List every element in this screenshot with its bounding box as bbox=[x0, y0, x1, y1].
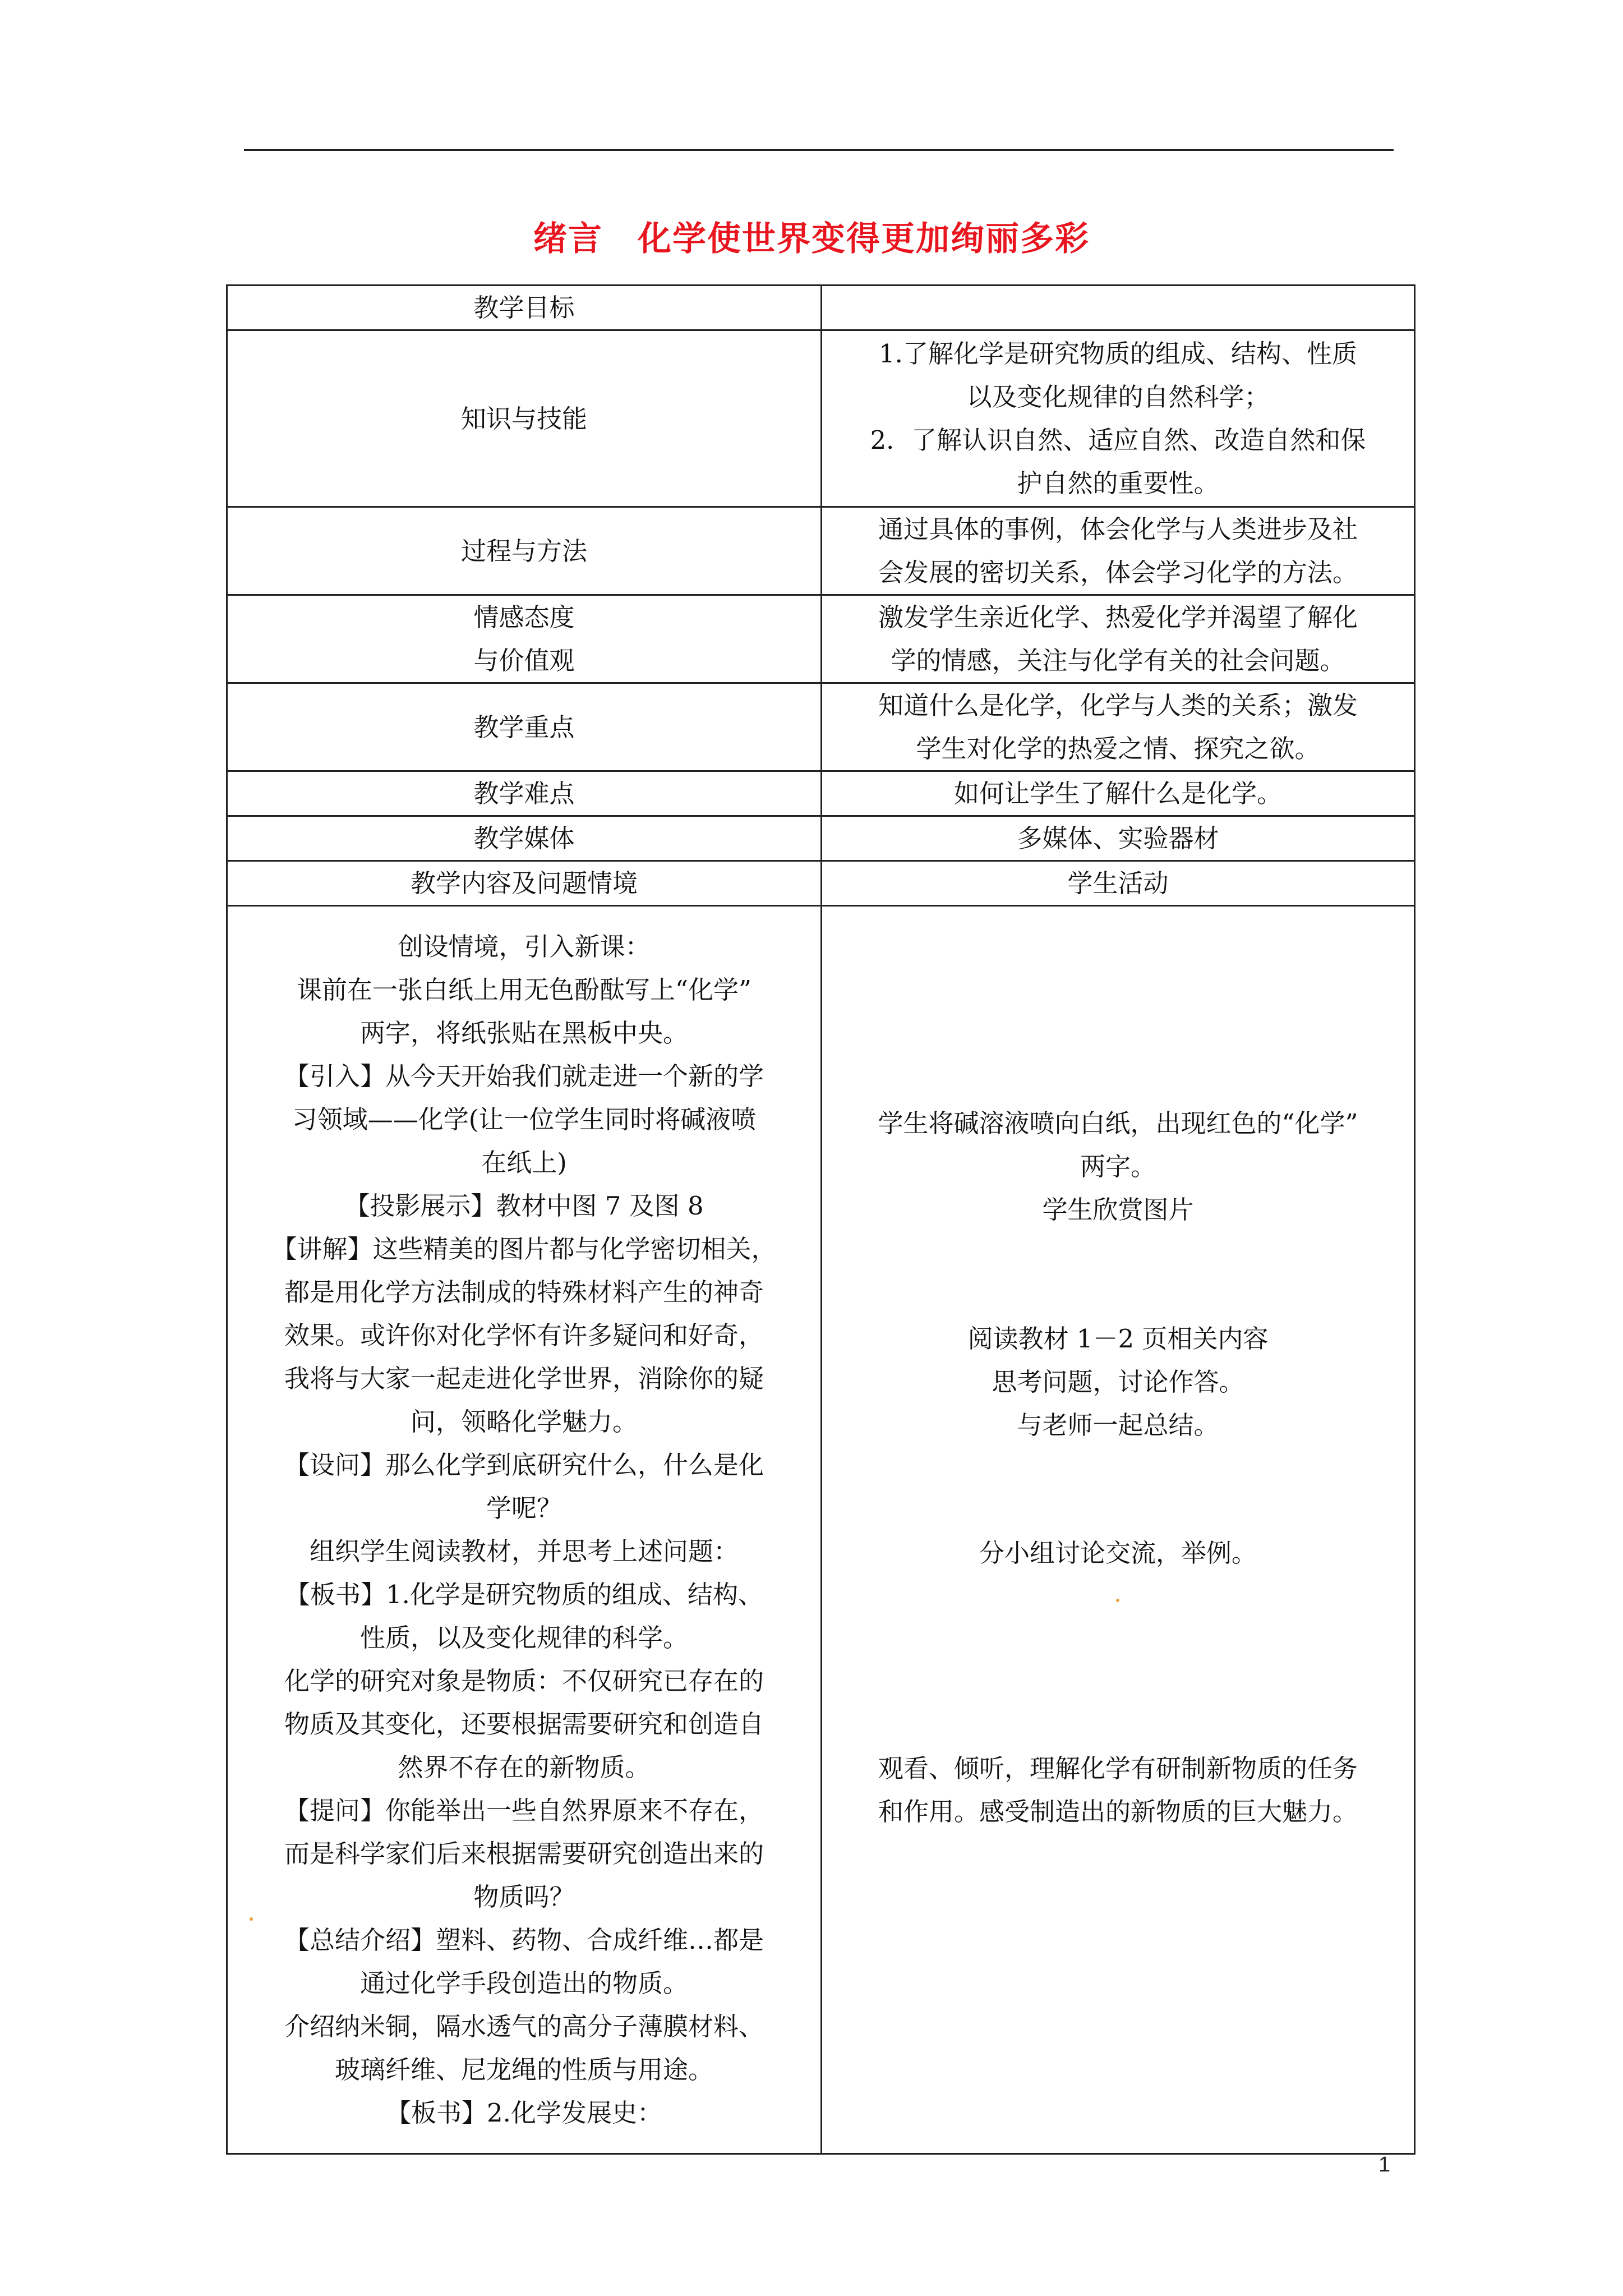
teacher-line: 而是科学家们后来根据需要研究创造出来的 bbox=[284, 1839, 764, 1869]
teacher-line: 【提问】你能举出一些自然界原来不存在， bbox=[284, 1796, 764, 1825]
goals-value bbox=[822, 286, 1415, 330]
header-rule bbox=[244, 149, 1394, 151]
difficulty-value: 如何让学生了解什么是化学。 bbox=[822, 771, 1415, 816]
student-activity-group-1 bbox=[822, 1102, 1414, 1231]
student-activity-cell bbox=[822, 906, 1415, 2154]
process-line: 通过具体的事例，体会化学与人类进步及社 bbox=[878, 514, 1358, 544]
teacher-line: 我将与大家一起走进化学世界，消除你的疑 bbox=[284, 1364, 764, 1393]
teacher-line: 化学的研究对象是物质：不仅研究已存在的 bbox=[284, 1666, 764, 1696]
teacher-line: 在纸上) bbox=[481, 1148, 567, 1177]
stray-mark bbox=[1116, 1599, 1119, 1602]
emotion-value bbox=[822, 595, 1415, 683]
knowledge-value bbox=[822, 330, 1415, 507]
teacher-line: 问，领略化学魅力。 bbox=[410, 1407, 638, 1437]
key-line: 知道什么是化学，化学与人类的关系；激发 bbox=[878, 691, 1358, 720]
page-number: 1 bbox=[1378, 2153, 1391, 2177]
difficulty-label: 教学难点 bbox=[227, 771, 822, 816]
student-activity-group-3 bbox=[822, 1531, 1414, 1575]
student-line: 和作用。感受制造出的新物质的巨大魅力。 bbox=[878, 1797, 1358, 1826]
teacher-line: 课前在一张白纸上用无色酚酞写上“化学” bbox=[296, 975, 751, 1005]
lesson-plan-table bbox=[226, 284, 1415, 2155]
row-goals bbox=[227, 286, 1415, 330]
teacher-content-cell bbox=[227, 906, 822, 2154]
emotion-line: 激发学生亲近化学、热爱化学并渴望了解化 bbox=[878, 602, 1358, 632]
teacher-line: 物质吗？ bbox=[473, 1882, 575, 1912]
teacher-line: 【设问】那么化学到底研究什么，什么是化 bbox=[284, 1450, 764, 1480]
teacher-line: 创设情境，引入新课： bbox=[398, 932, 651, 961]
teacher-line: 【板书】1.化学是研究物质的组成、结构、 bbox=[285, 1580, 763, 1609]
teacher-line: 介绍纳米铜，隔水透气的高分子薄膜材料、 bbox=[284, 2012, 764, 2041]
knowledge-label: 知识与技能 bbox=[227, 330, 822, 507]
student-line: 观看、倾听，理解化学有研制新物质的任务 bbox=[878, 1754, 1358, 1783]
student-line: 学生欣赏图片 bbox=[1042, 1195, 1194, 1225]
teacher-line: 【投影展示】教材中图 7 及图 8 bbox=[344, 1191, 704, 1221]
teacher-line: 【板书】2.化学发展史： bbox=[386, 2098, 662, 2128]
row-media bbox=[227, 816, 1415, 861]
content-header-left: 教学内容及问题情境 bbox=[227, 861, 822, 906]
teacher-line: 玻璃纤维、尼龙绳的性质与用途。 bbox=[334, 2055, 713, 2085]
row-emotion bbox=[227, 595, 1415, 683]
teacher-line: 通过化学手段创造出的物质。 bbox=[359, 1968, 688, 1998]
key-label: 教学重点 bbox=[227, 683, 822, 771]
media-label: 教学媒体 bbox=[227, 816, 822, 861]
row-difficulty bbox=[227, 771, 1415, 816]
row-key-points bbox=[227, 683, 1415, 771]
knowledge-line: 以及变化规律的自然科学； bbox=[966, 382, 1270, 412]
knowledge-line: 1.了解化学是研究物质的组成、结构、性质 bbox=[879, 339, 1357, 369]
row-knowledge bbox=[227, 330, 1415, 507]
teacher-line: 物质及其变化，还要根据需要研究和创造自 bbox=[284, 1709, 764, 1739]
student-line: 分小组讨论交流，举例。 bbox=[979, 1538, 1257, 1568]
row-main-content bbox=[227, 906, 1415, 2154]
emotion-label bbox=[227, 595, 822, 683]
process-label: 过程与方法 bbox=[227, 507, 822, 595]
row-process bbox=[227, 507, 1415, 595]
teacher-line: 然界不存在的新物质。 bbox=[398, 1752, 651, 1782]
stray-mark bbox=[250, 1917, 253, 1921]
teacher-line: 学呢？ bbox=[486, 1493, 562, 1523]
student-line: 与老师一起总结。 bbox=[1017, 1410, 1219, 1440]
student-line: 思考问题，讨论作答。 bbox=[992, 1367, 1244, 1397]
student-line: 阅读教材 1－2 页相关内容 bbox=[967, 1324, 1269, 1354]
emotion-label-line: 情感态度 bbox=[473, 602, 575, 632]
media-value: 多媒体、实验器材 bbox=[822, 816, 1415, 861]
teacher-line: 都是用化学方法制成的特殊材料产生的神奇 bbox=[284, 1277, 764, 1307]
knowledge-line: 护自然的重要性。 bbox=[1017, 468, 1219, 498]
knowledge-line: 2．了解认识自然、适应自然、改造自然和保 bbox=[870, 425, 1366, 455]
teacher-line: 两字，将纸张贴在黑板中央。 bbox=[359, 1018, 688, 1048]
teacher-line: 【讲解】这些精美的图片都与化学密切相关， bbox=[271, 1234, 777, 1264]
row-content-header bbox=[227, 861, 1415, 906]
key-line: 学生对化学的热爱之情、探究之欲。 bbox=[916, 734, 1320, 763]
teacher-line: 组织学生阅读教材，并思考上述问题： bbox=[309, 1536, 739, 1566]
teacher-line: 【引入】从今天开始我们就走进一个新的学 bbox=[284, 1061, 764, 1091]
content-header-right: 学生活动 bbox=[822, 861, 1415, 906]
key-value bbox=[822, 683, 1415, 771]
teacher-line: 【总结介绍】塑料、药物、合成纤维…都是 bbox=[284, 1925, 764, 1955]
teacher-line: 性质，以及变化规律的科学。 bbox=[359, 1623, 688, 1653]
teacher-line: 习领域——化学(让一位学生同时将碱液喷 bbox=[292, 1105, 757, 1134]
goals-label: 教学目标 bbox=[227, 286, 822, 330]
process-value bbox=[822, 507, 1415, 595]
teacher-line: 效果。或许你对化学怀有许多疑问和好奇， bbox=[284, 1320, 764, 1350]
process-line: 会发展的密切关系，体会学习化学的方法。 bbox=[878, 558, 1358, 587]
emotion-label-line: 与价值观 bbox=[473, 646, 575, 675]
page-title: 绪言 化学使世界变得更加绚丽多彩 bbox=[533, 219, 1090, 259]
emotion-line: 学的情感，关注与化学有关的社会问题。 bbox=[891, 646, 1345, 675]
student-activity-group-4 bbox=[822, 1747, 1414, 1833]
student-activity-group-2 bbox=[822, 1317, 1414, 1447]
student-line: 学生将碱溶液喷向白纸，出现红色的“化学” bbox=[878, 1108, 1358, 1138]
student-line: 两字。 bbox=[1080, 1152, 1156, 1181]
